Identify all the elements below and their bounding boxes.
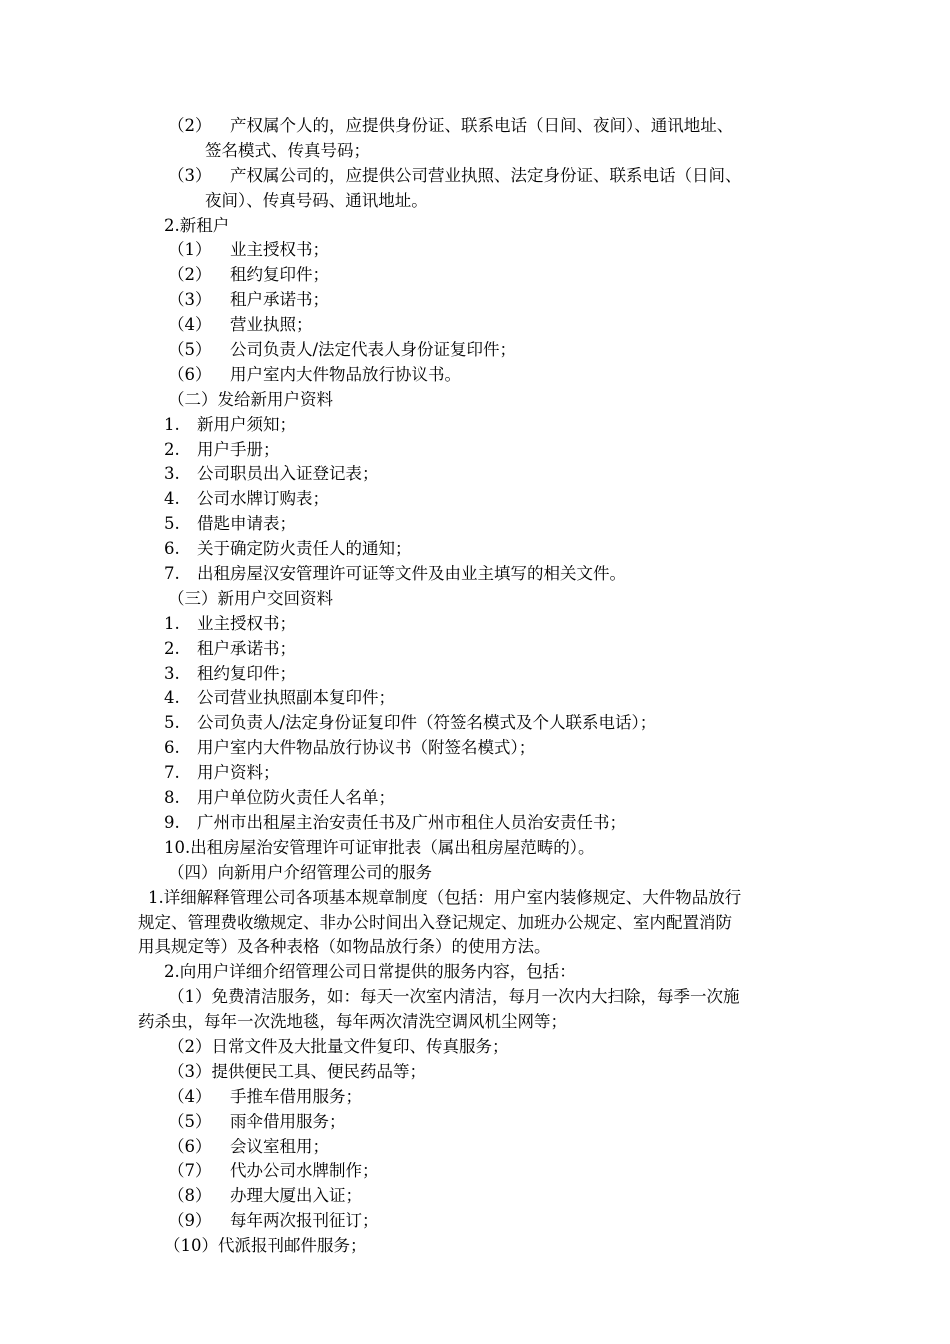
item-number: 7. (164, 763, 180, 783)
item-number: 1. (164, 613, 180, 633)
item-number: （5） (168, 1111, 212, 1131)
owner-item (0, 114, 950, 139)
item-text: 用户手册； (197, 439, 280, 459)
item-number: （2） (168, 265, 212, 285)
paragraph-line: 2.向用户详细介绍管理公司日常提供的服务内容，包括： (164, 962, 576, 982)
item-text: 产权属公司的，应提供公司营业执照、法定身份证、联系电话（日间、 (230, 165, 742, 185)
item-text: 办理大厦出入证； (230, 1186, 362, 1206)
list-item (0, 413, 950, 438)
item-text: 借匙申请表； (197, 514, 296, 534)
item-number: 1. (164, 414, 180, 434)
item-text: 公司营业执照副本复印件； (197, 688, 395, 708)
list-item (0, 1085, 950, 1110)
list-item (0, 1209, 950, 1234)
section-heading: （三）新用户交回资料 (168, 588, 333, 608)
item-text: 租户承诺书； (230, 290, 329, 310)
list-item (0, 487, 950, 512)
list-item (0, 836, 950, 861)
list-item (0, 811, 950, 836)
item-text: 公司水牌订购表； (197, 489, 329, 509)
item-text: 关于确定防火责任人的通知； (197, 539, 412, 559)
list-item (0, 338, 950, 363)
list-item (0, 662, 950, 687)
item-number: （2） (168, 116, 212, 135)
item-number: 6. (164, 738, 180, 758)
item-text: 雨伞借用服务； (230, 1111, 346, 1131)
item-text: 用户室内大件物品放行协议书（附签名模式）； (197, 738, 536, 758)
list-item (0, 612, 950, 637)
list-item (0, 711, 950, 736)
paragraph-line: 用具规定等）及各种表格（如物品放行条）的使用方法。 (138, 937, 551, 957)
item-text: 签名模式、传真号码； (205, 140, 370, 160)
list-item (0, 238, 950, 263)
list-item (0, 761, 950, 786)
list-item (0, 1135, 950, 1160)
item-number: （8） (168, 1186, 212, 1206)
list-item (0, 1110, 950, 1135)
item-text: 产权属个人的，应提供身份证、联系电话（日间、夜间）、通讯地址、 (230, 116, 734, 135)
item-text: 业主授权书； (230, 240, 329, 260)
item-text: 公司负责人/法定代表人身份证复印件； (230, 340, 517, 360)
item-number: 3. (164, 663, 180, 683)
item-text: 租约复印件； (230, 265, 329, 285)
item-number: 2. (164, 638, 180, 658)
owner-item (0, 164, 950, 189)
list-item: （2）日常文件及大批量文件复印、传真服务； (168, 1036, 509, 1056)
item-number: （1） (168, 240, 212, 260)
item-text: 会议室租用； (230, 1136, 329, 1156)
list-item (0, 786, 950, 811)
item-number: 4. (164, 489, 180, 509)
section-heading: （四）向新用户介绍管理公司的服务 (168, 862, 432, 882)
item-text: 营业执照； (230, 315, 313, 335)
list-item (0, 736, 950, 761)
item-text: 手推车借用服务； (230, 1086, 362, 1106)
document-body (0, 114, 950, 1259)
item-text: 广州市出租屋主治安责任书及广州市租住人员治安责任书； (197, 812, 626, 832)
item-number: （5） (168, 340, 212, 360)
list-item (0, 686, 950, 711)
list-item (0, 438, 950, 463)
list-item (0, 637, 950, 662)
item-text: 公司负责人/法定身份证复印件（符签名模式及个人联系电话）； (197, 713, 657, 733)
list-item (0, 562, 950, 587)
paragraph-line: 药杀虫，每年一次洗地毯，每年两次清洗空调风机尘网等； (138, 1012, 567, 1032)
paragraph-line: （1）免费清洁服务，如：每天一次室内清洁，每月一次内大扫除，每季一次施 (168, 987, 740, 1007)
item-text: 新用户须知； (197, 414, 296, 434)
list-item (0, 363, 950, 388)
item-text: 夜间）、传真号码、通讯地址。 (205, 190, 428, 210)
item-text: 业主授权书； (197, 613, 296, 633)
section-heading: （二）发给新用户资料 (168, 389, 333, 409)
item-text: 用户资料； (197, 763, 280, 783)
list-item (0, 462, 950, 487)
list-item (0, 512, 950, 537)
item-text: 用户室内大件物品放行协议书。 (230, 364, 461, 384)
item-number: （6） (168, 1136, 212, 1156)
item-number: 8. (164, 788, 180, 808)
item-text: 每年两次报刊征订； (230, 1211, 379, 1231)
item-number: （6） (168, 364, 212, 384)
item-number: （4） (168, 1086, 212, 1106)
list-item (0, 1184, 950, 1209)
list-item: （10）代派报刊邮件服务； (164, 1236, 367, 1256)
list-item (0, 313, 950, 338)
owner-item-continuation (0, 139, 950, 164)
item-number: （4） (168, 315, 212, 335)
item-text: 租户承诺书； (197, 638, 296, 658)
item-number: 5. (164, 713, 180, 733)
item-text: 租约复印件； (197, 663, 296, 683)
item-number: （3） (168, 165, 212, 185)
item-number: 6. (164, 539, 180, 559)
item-number: 3. (164, 464, 180, 484)
item-text: 用户单位防火责任人名单； (197, 788, 395, 808)
paragraph-line: 规定、管理费收缴规定、非办公时间出入登记规定、加班办公规定、室内配置消防 (138, 912, 732, 932)
list-item (0, 1159, 950, 1184)
list-item (0, 288, 950, 313)
item-text: 10.出租房屋治安管理许可证审批表（属出租房屋范畴的）。 (164, 837, 595, 857)
item-text: 代办公司水牌制作； (230, 1161, 379, 1181)
owner-item-continuation (0, 189, 950, 214)
item-text: 出租房屋汉安管理许可证等文件及由业主填写的相关文件。 (197, 564, 626, 584)
item-number: 5. (164, 514, 180, 534)
item-text: 公司职员出入证登记表； (197, 464, 379, 484)
list-item (0, 263, 950, 288)
item-number: （3） (168, 290, 212, 310)
section-heading: 2.新租户 (164, 215, 230, 235)
list-item: （3）提供便民工具、便民药品等； (168, 1061, 426, 1081)
paragraph-line: 1.详细解释管理公司各项基本规章制度（包括：用户室内装修规定、大件物品放行 (148, 887, 742, 907)
item-number: 9. (164, 812, 180, 832)
item-number: （7） (168, 1161, 212, 1181)
item-number: 4. (164, 688, 180, 708)
item-number: 7. (164, 564, 180, 584)
list-item (0, 537, 950, 562)
item-number: （9） (168, 1211, 212, 1231)
item-number: 2. (164, 439, 180, 459)
